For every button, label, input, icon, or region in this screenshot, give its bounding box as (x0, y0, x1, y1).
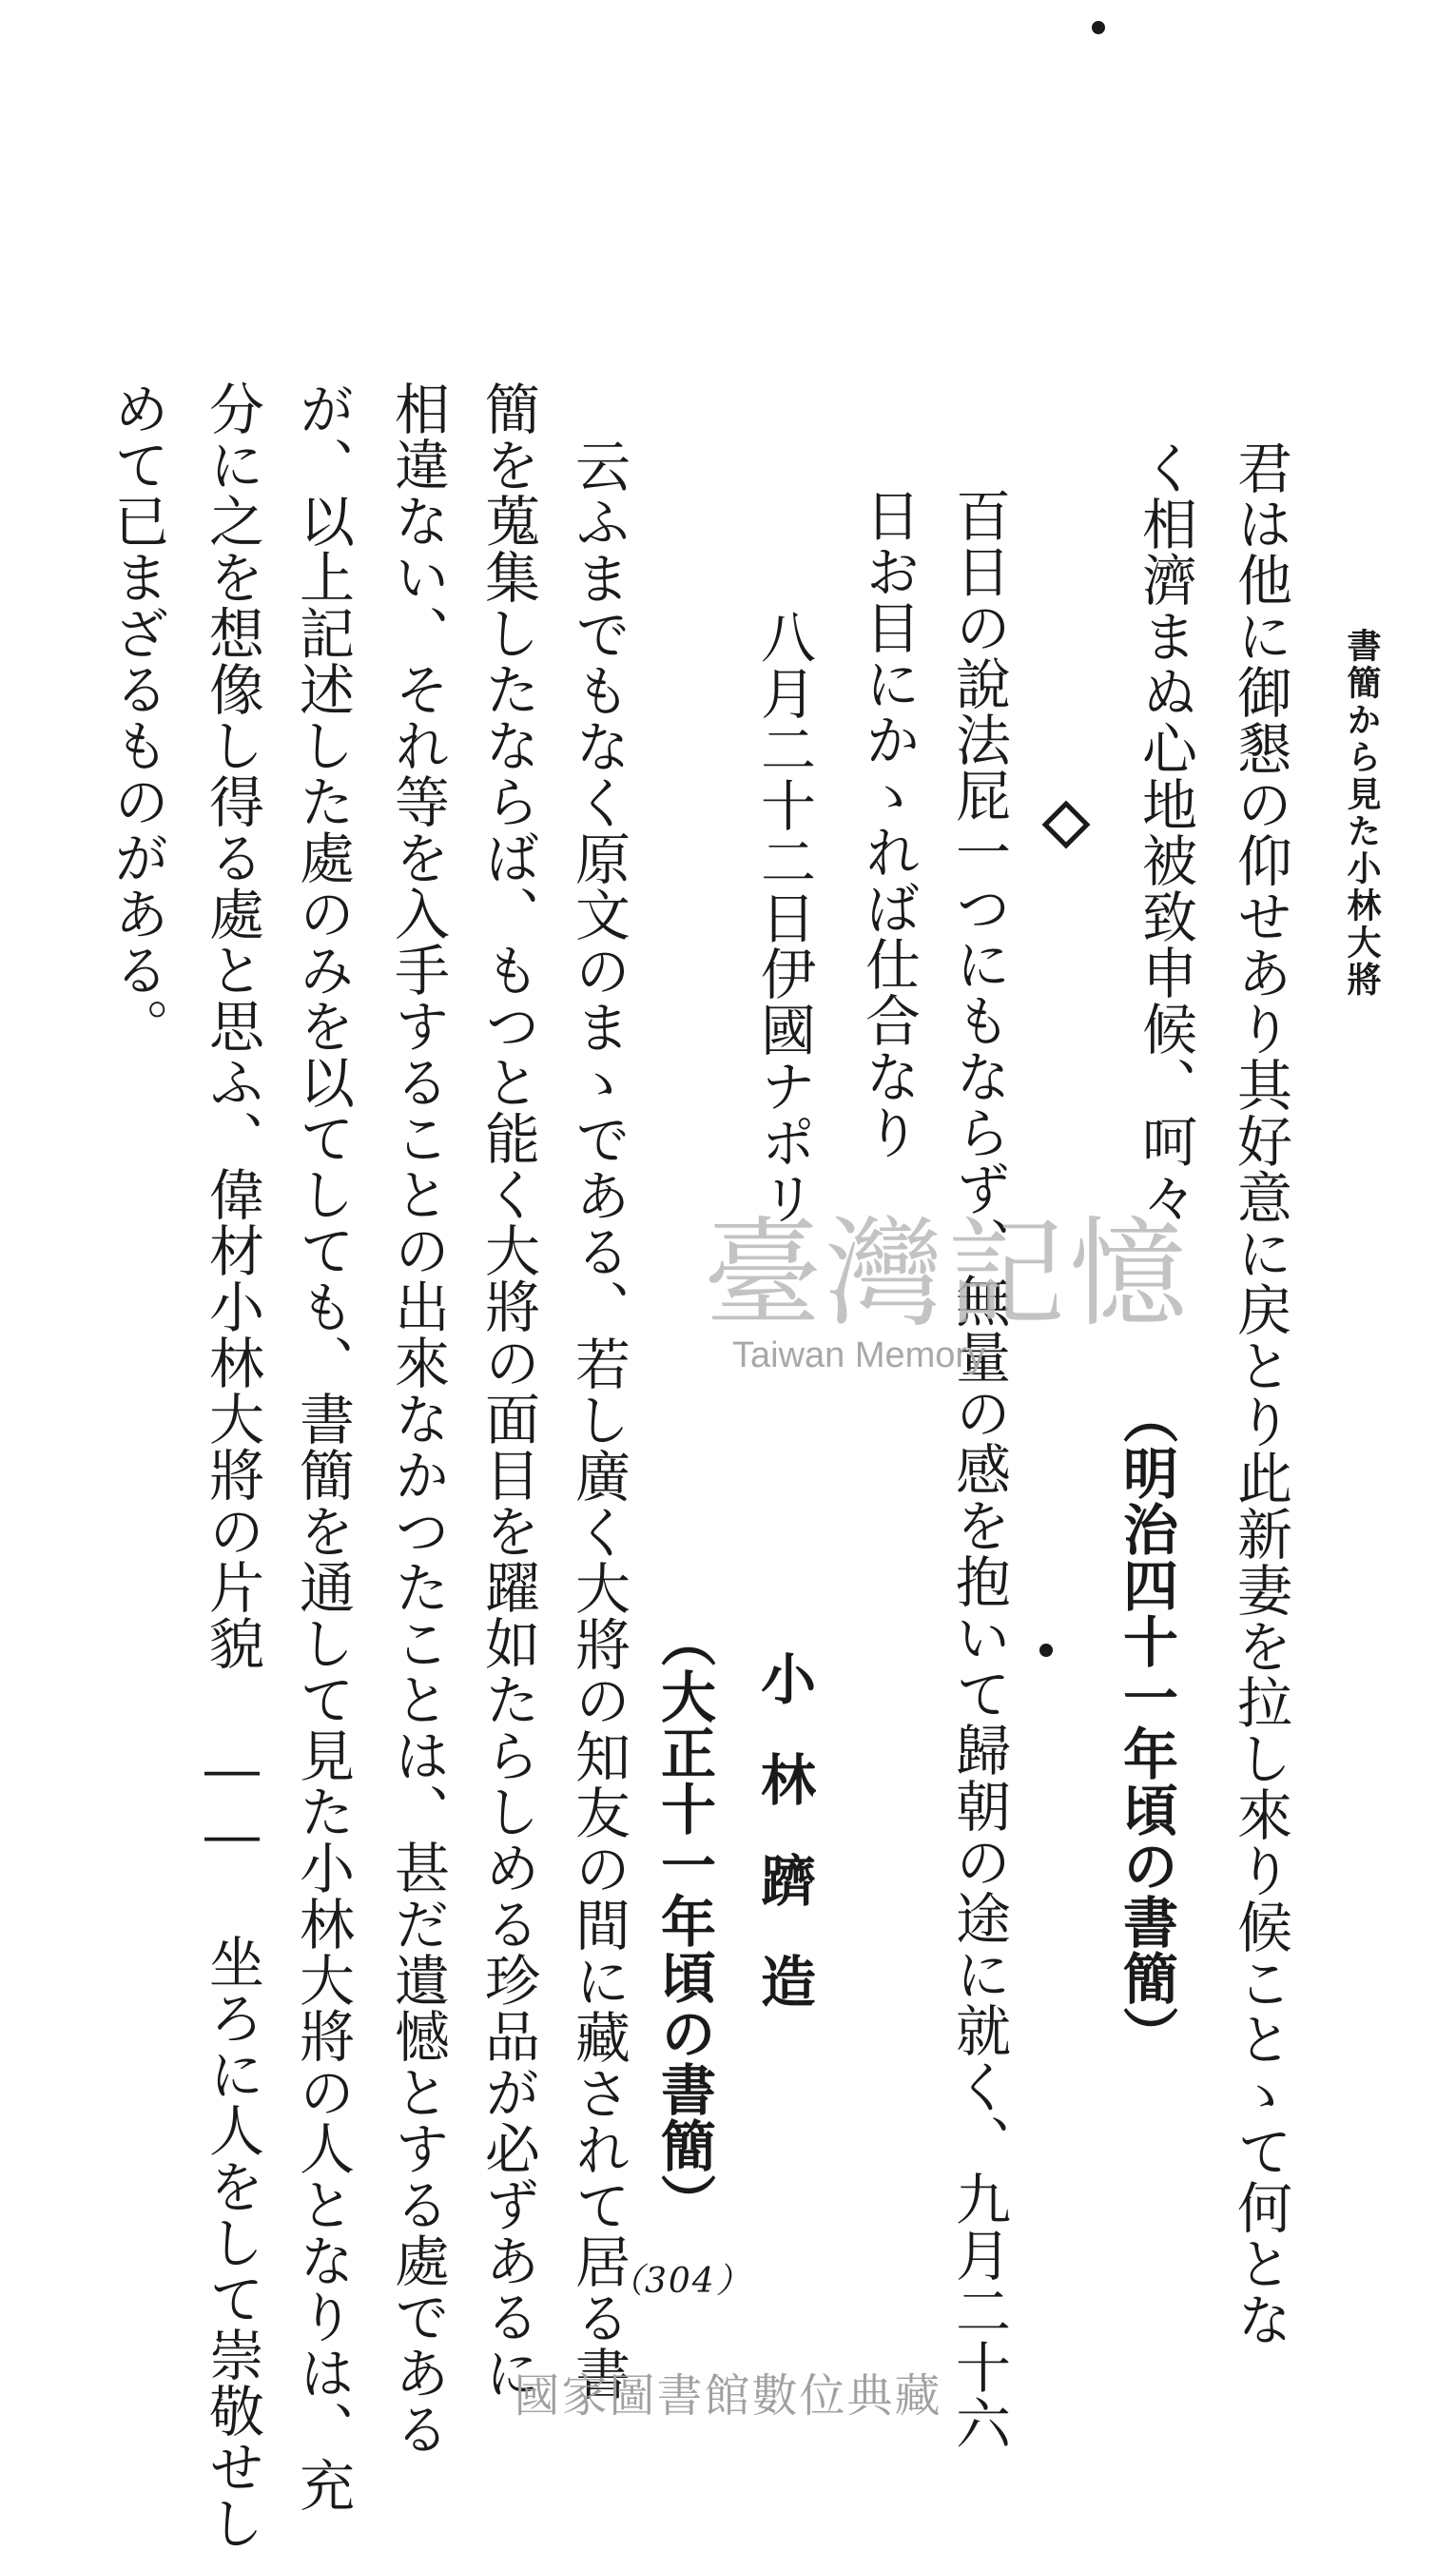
text-line-3: 百日の說法屁一つにもならず、無量の感を抱いて歸朝の途に就く、九月二十六 (946, 487, 1011, 2451)
text-line-7: 相違ない、それ等を入手することの出來なかつたことは、甚だ遺憾とする處である (385, 380, 450, 2457)
signature-kobayashi: 小林躋造 (751, 1650, 816, 2054)
text-line-2: く相濟まぬ心地被致申候、呵々 (1133, 439, 1197, 1225)
decorative-dot (1039, 1644, 1053, 1657)
text-line-1: 君は他に御懇の仰せあり其好意に戻とり此新妻を拉し來り候ことゝて何とな (1228, 439, 1292, 2347)
letter-dateline: 八月二十二日伊國ナポリ (751, 609, 816, 1226)
text-line-5: 云ふまでもなく原文のまゝである、若し廣く大將の知友の間に藏されて居る書 (566, 438, 631, 2402)
running-header: 書簡から見た小林大將 (1342, 628, 1382, 999)
page-number: （304） (609, 2262, 752, 2301)
watermark-cjk-text: 臺灣記憶 (704, 1206, 1192, 1343)
library-footer-label: 國家圖書館數位典藏 (514, 2369, 942, 2423)
section-divider-diamond (1042, 801, 1091, 849)
text-line-6: 簡を蒐集したならば、もつと能く大將の面目を躍如たらしめる珍品が必ずあるに (476, 380, 540, 2401)
date-note-taisho: （大正十一年頃の書簡） (651, 1612, 716, 2230)
text-line-9: 分に之を想像し得る處と思ふ、偉材小林大將の片貌 ―― 坐ろに人をして崇敬せし (200, 380, 264, 2551)
text-line-10: めて已まざるものがある。 (105, 380, 169, 1054)
decorative-dot (1092, 21, 1105, 34)
text-line-8: が、以上記述した處のみを以てしても、書簡を通して見た小林大將の人となりは、充 (290, 380, 355, 2513)
date-note-meiji: （明治四十一年頃の書簡） (1114, 1389, 1178, 2062)
text-line-4: 日お目にかゝれば仕合なり (856, 487, 921, 1160)
watermark-english-text: Taiwan Memory (732, 1335, 986, 1375)
